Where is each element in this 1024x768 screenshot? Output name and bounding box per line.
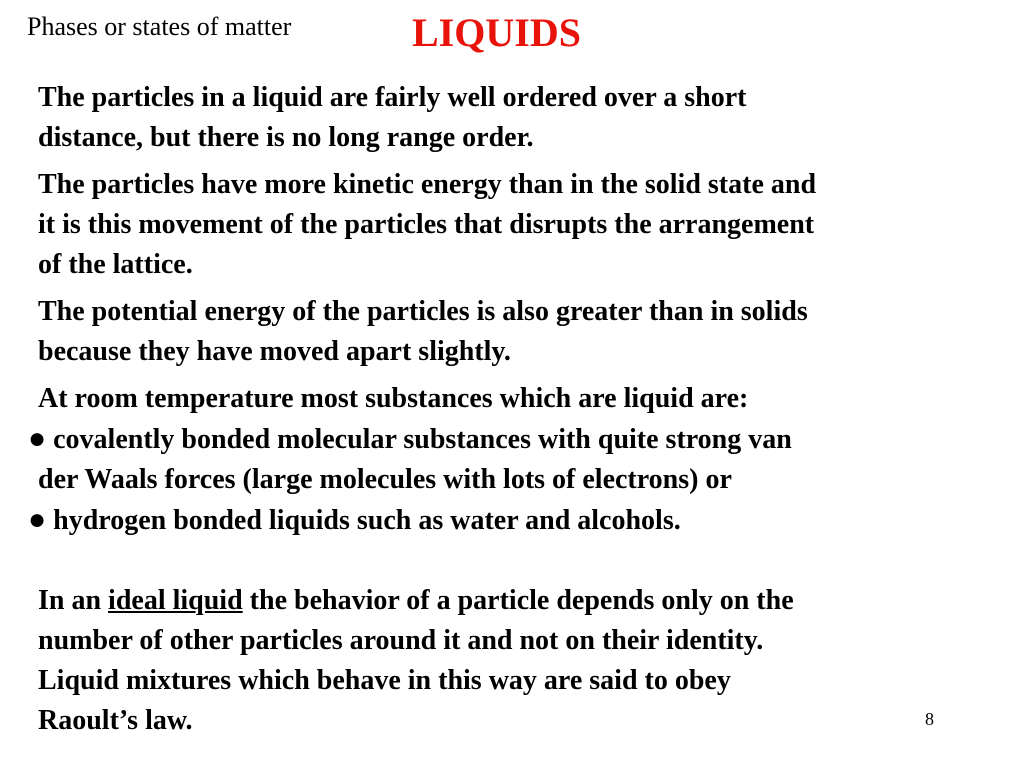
text-rest: the behavior of a particle depends only on the — [242, 585, 794, 616]
text-prefix: In an — [38, 585, 109, 616]
text-line: distance, but there is no long range order. — [38, 122, 534, 153]
slide-body — [28, 78, 998, 748]
text-line — [38, 581, 998, 621]
paragraph-kinetic-energy — [38, 165, 998, 285]
paragraph-spacer — [38, 548, 998, 581]
page-number: 8 — [925, 709, 934, 729]
text-line: number of other particles around it and not on their identity. — [38, 625, 764, 656]
paragraph-particle-order — [38, 78, 998, 158]
paragraph-room-temperature — [28, 379, 998, 541]
text-line: of the lattice. — [38, 249, 193, 280]
bullet-text: covalently bonded molecular substances with quite strong van — [53, 424, 792, 455]
text-line: Raoult’s law. — [38, 705, 193, 736]
ideal-liquid-term: ideal liquid — [108, 585, 243, 616]
text-line: because they have moved apart slightly. — [38, 336, 511, 367]
text-line: Liquid mixtures which behave in this way are said to obey — [38, 665, 731, 696]
bullet-item-covalent — [28, 419, 998, 460]
slide-title: LIQUIDS — [412, 10, 581, 55]
bullet-icon: ● — [28, 503, 47, 536]
text-line: The particles have more kinetic energy than in the solid state and — [38, 169, 817, 200]
text-line: The potential energy of the particles is also greater than in solids — [38, 296, 808, 327]
bullet-text: hydrogen bonded liquids such as water and alcohols. — [53, 505, 681, 536]
text-line: der Waals forces (large molecules with lots of electrons) or — [38, 464, 732, 495]
text-line: At room temperature most substances which are liquid are: — [38, 383, 749, 414]
section-label: Phases or states of matter — [27, 12, 292, 41]
bullet-icon: ● — [28, 422, 47, 455]
text-line: it is this movement of the particles that disrupts the arrangement — [38, 209, 815, 240]
text-line: The particles in a liquid are fairly well ordered over a short — [38, 82, 747, 113]
bullet-item-hydrogen — [28, 500, 998, 541]
paragraph-potential-energy — [38, 292, 998, 372]
paragraph-ideal-liquid — [38, 581, 998, 741]
